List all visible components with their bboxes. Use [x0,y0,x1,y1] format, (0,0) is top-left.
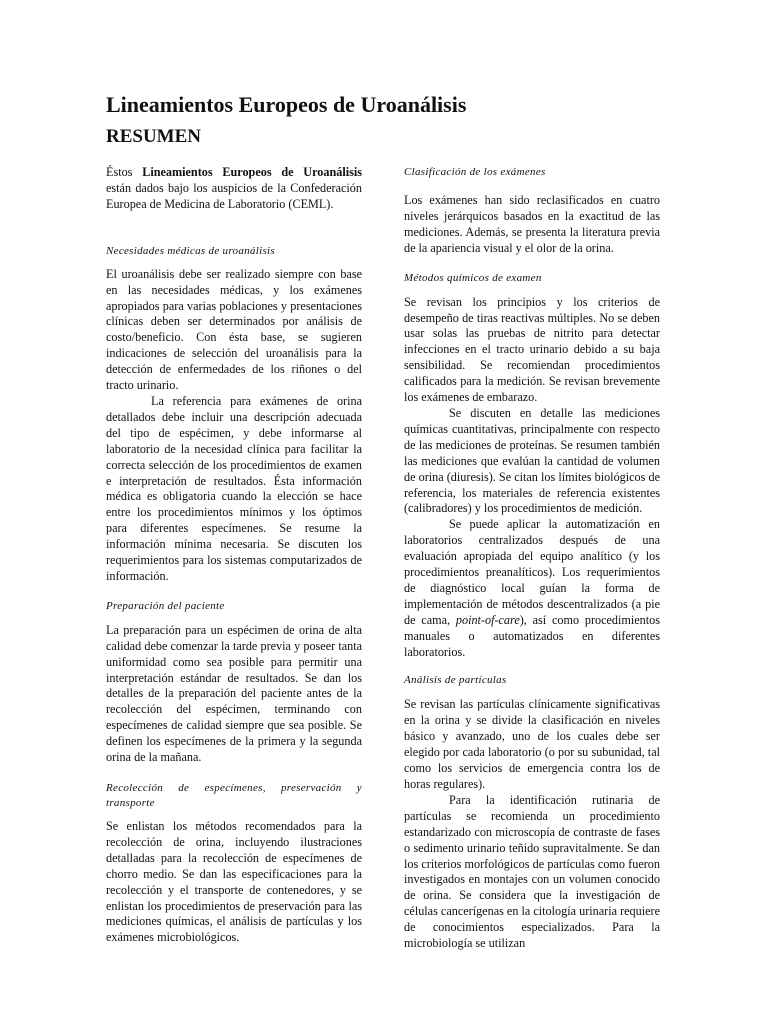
right-column [404,165,660,952]
intro-lead: Éstos [106,165,143,179]
necesidades-paragraph-2: La referencia para exámenes de orina detallados debe incluir una descripción adecuada del tipo de espécimen, y debe informarse al laboratorio de la necesidad clínica para facilitar la correcta selección de los procedimientos de examen e interpretación de resultados. Ésta información médica es obligatoria cuando la elección se hace entre los procedimientos mínimos y los óptimos para diferentes especímenes. Se resume la información mínima necesaria. Se discuten los requerimientos para los sistemas computarizados de información. [106,393,362,583]
intro-rest: están dados bajo los auspicios de la Confederación Europea de Medicina de Laboratorio (CEML). [106,180,362,211]
document-subtitle: RESUMEN [106,126,202,147]
document-title: Lineamientos Europeos de Uroanálisis [106,92,467,117]
metodos-paragraph-2: Se discuten en detalle las mediciones químicas cuantitativas, principalmente con respecto de las mediciones de proteínas. Se resumen también las mediciones que evalúan la cantidad de volumen de orina (diuresis). Se citan los límites biológicos de referencia, los materiales de referencia existentes (calibradores) y los procedimientos de medición. [404,405,660,516]
analisis-paragraph-1: Se revisan las partículas clínicamente significativas en la orina y se divide la clasificación en niveles básico y avanzado, uno de los cuales debe ser elegido por cada laboratorio (o por su subunidad, tal como los servicios de emergencia contra los de horas regulares). [404,697,660,791]
necesidades-paragraph-1: El uroanálisis debe ser realizado siempre con base en las necesidades médicas, y los exámenes apropiados para varias poblaciones y presentaciones clínicas deben ser determinados por análisis de costo/beneficio. Con ésta base, se sugieren indicaciones de selección del uroanálisis para la detección de enfermedades de los riñones o del tracto urinario. [106,266,362,393]
metodos-paragraph-1: Se revisan los principios y los criterios de desempeño de tiras reactivas múltiples. No se deben usar solas las pruebas de nitrito para detectar infecciones en el tracto urinario debido a su baja sensibilidad. Se recomiendan procedimientos calificados para la medición. Se revisan brevemente los exámenes de embarazo. [404,294,660,405]
heading-recoleccion: Recolección de especímenes, preservación y transporte [106,782,362,809]
clasificacion-paragraph-1: Los exámenes han sido reclasificados en cuatro niveles jerárquicos basados en la exactitud de las mediciones. Además, se presenta la literatura previa de la apariencia visual y el olor de la orina. [404,193,660,255]
intro-bold-title: Lineamientos Europeos de Uroanálisis [142,165,362,179]
metodos-p3-lead: Se puede aplicar la automatización en laboratorios centralizados después de una evaluación apropiada del equipo analítico (y los procedimientos preanalíticos). Los requerimientos de diagnóstico local guían la forma de implementación de métodos descentralizados (a pie de cama, [404,517,660,627]
preparacion-paragraph-1: La preparación para un espécimen de orina de alta calidad debe comenzar la tarde previa y poseer tanta uniformidad como sea posible para permitir una interpretación estándar de resultados. Se dan los detalles de la preparación del paciente antes de la recolección del espécimen, terminando con especímenes de calidad siempre que sea posible. Se definen los especímenes de la primera y la segunda orina de la mañana. [106,622,362,765]
heading-necesidades: Necesidades médicas de uroanálisis [106,244,275,257]
heading-metodos: Métodos químicos de examen [404,271,542,284]
analisis-paragraph-2: Para la identificación rutinaria de partículas se recomienda un procedimiento estandarizado con microscopía de contraste de fases o sedimento urinario teñido supravitalmente. Se dan los criterios morfológicos de partículas como fueron investigados en montajes con un volumen conocido de orina. Se considera que la investigación de células cancerígenas en la citología urinaria requiere de conocimientos especializados. Para la microbiología se utilizan [404,792,660,951]
heading-preparacion: Preparación del paciente [106,599,225,612]
heading-clasificacion: Clasificación de los exámenes [404,166,546,178]
metodos-paragraph-3 [404,517,660,660]
metodos-p3-italic: point-of-care [455,612,520,627]
recoleccion-paragraph-1: Se enlistan los métodos recomendados para la recolección de orina, incluyendo ilustraciones detalladas para la recolección de especímenes de chorro medio. Se dan las especificaciones para la recolección y el transporte de contenedores, y se enlistan los procedimientos de preservación para las mediciones químicas, el análisis de partículas y los exámenes microbiológicos. [106,819,362,945]
left-column [106,165,362,946]
intro-paragraph [106,165,362,213]
heading-analisis: Análisis de partículas [404,674,507,687]
metodos-p3-rest: ), así como procedimientos manuales o automatizados en diferentes laboratorios. [404,612,661,659]
